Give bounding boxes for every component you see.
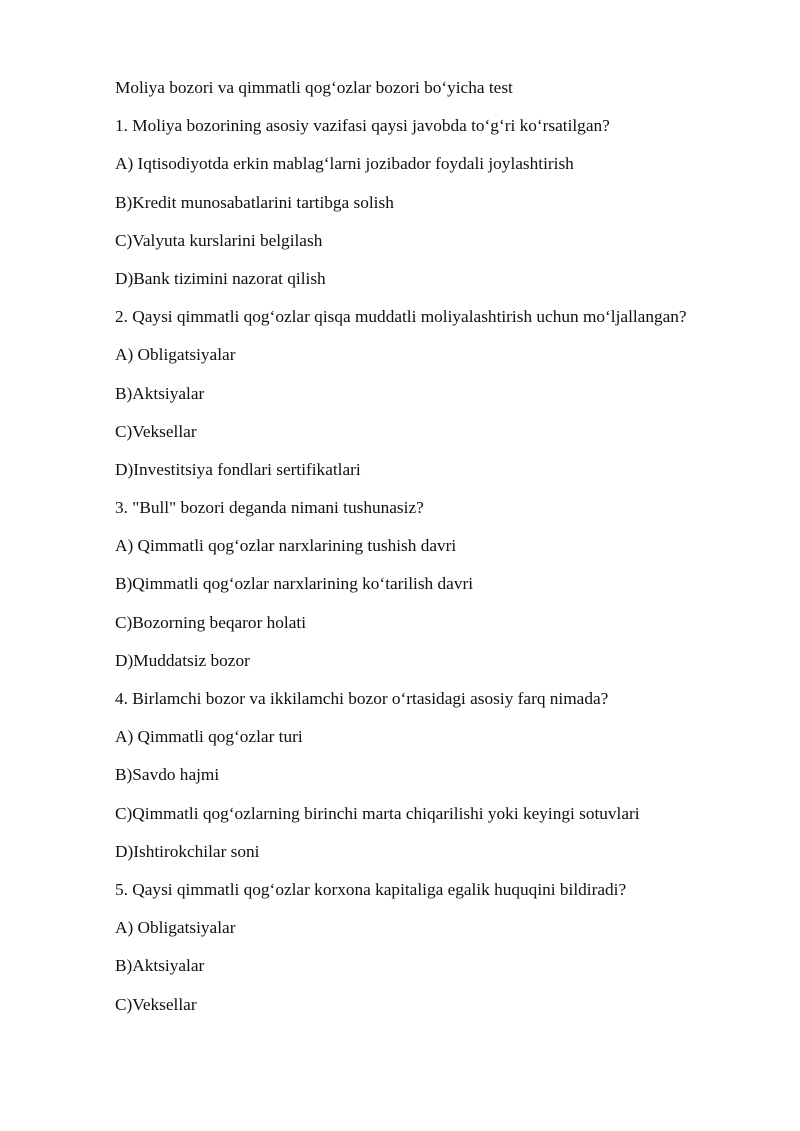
- question-block-3: [115, 497, 775, 688]
- answer-option: A) Iqtisodiyotda erkin mablag‘larni jozibador foydali joylashtirish: [115, 154, 574, 174]
- answer-option: B)Kredit munosabatlarini tartibga solish: [115, 192, 394, 212]
- answer-option: D)Muddatsiz bozor: [115, 650, 250, 670]
- question-block-4: [115, 688, 775, 879]
- question-block-5: [115, 879, 775, 1032]
- answer-option: D)Investitsiya fondlari sertifikatlari: [115, 459, 361, 479]
- answer-option: B)Aktsiyalar: [115, 383, 205, 403]
- question-text: 2. Qaysi qimmatli qog‘ozlar qisqa muddatli moliyalashtirish uchun mo‘ljallangan?: [115, 307, 687, 327]
- answer-option: A) Qimmatli qog‘ozlar turi: [115, 727, 303, 747]
- document-body: [115, 77, 775, 1032]
- question-block-2: [115, 306, 775, 497]
- answer-option: D)Bank tizimini nazorat qilish: [115, 268, 326, 288]
- document-title: Moliya bozori va qimmatli qog‘ozlar bozori bo‘yicha test: [115, 78, 513, 97]
- question-text: 5. Qaysi qimmatli qog‘ozlar korxona kapitaliga egalik huquqini bildiradi?: [115, 879, 627, 899]
- answer-option: B)Qimmatli qog‘ozlar narxlarining ko‘tarilish davri: [115, 574, 474, 594]
- answer-option: C)Qimmatli qog‘ozlarning birinchi marta chiqarilishi yoki keyingi sotuvlari: [115, 803, 640, 823]
- question-text: 3. "Bull" bozori deganda nimani tushunasiz?: [115, 498, 424, 518]
- answer-option: A) Obligatsiyalar: [115, 918, 236, 938]
- answer-option: C)Bozorning beqaror holati: [115, 612, 307, 632]
- answer-option: A) Obligatsiyalar: [115, 345, 236, 365]
- answer-option: B)Aktsiyalar: [115, 956, 205, 976]
- question-block-1: [115, 115, 775, 306]
- answer-option: D)Ishtirokchilar soni: [115, 841, 260, 861]
- question-text: 4. Birlamchi bozor va ikkilamchi bozor o‘rtasidagi asosiy farq nimada?: [115, 689, 609, 708]
- answer-option: B)Savdo hajmi: [115, 765, 220, 785]
- answer-option: A) Qimmatli qog‘ozlar narxlarining tushish davri: [115, 536, 457, 556]
- answer-option: C)Veksellar: [115, 994, 197, 1014]
- answer-option: C)Veksellar: [115, 421, 197, 441]
- answer-option: C)Valyuta kurslarini belgilash: [115, 230, 323, 250]
- question-text: 1. Moliya bozorining asosiy vazifasi qaysi javobda to‘g‘ri ko‘rsatilgan?: [115, 116, 610, 136]
